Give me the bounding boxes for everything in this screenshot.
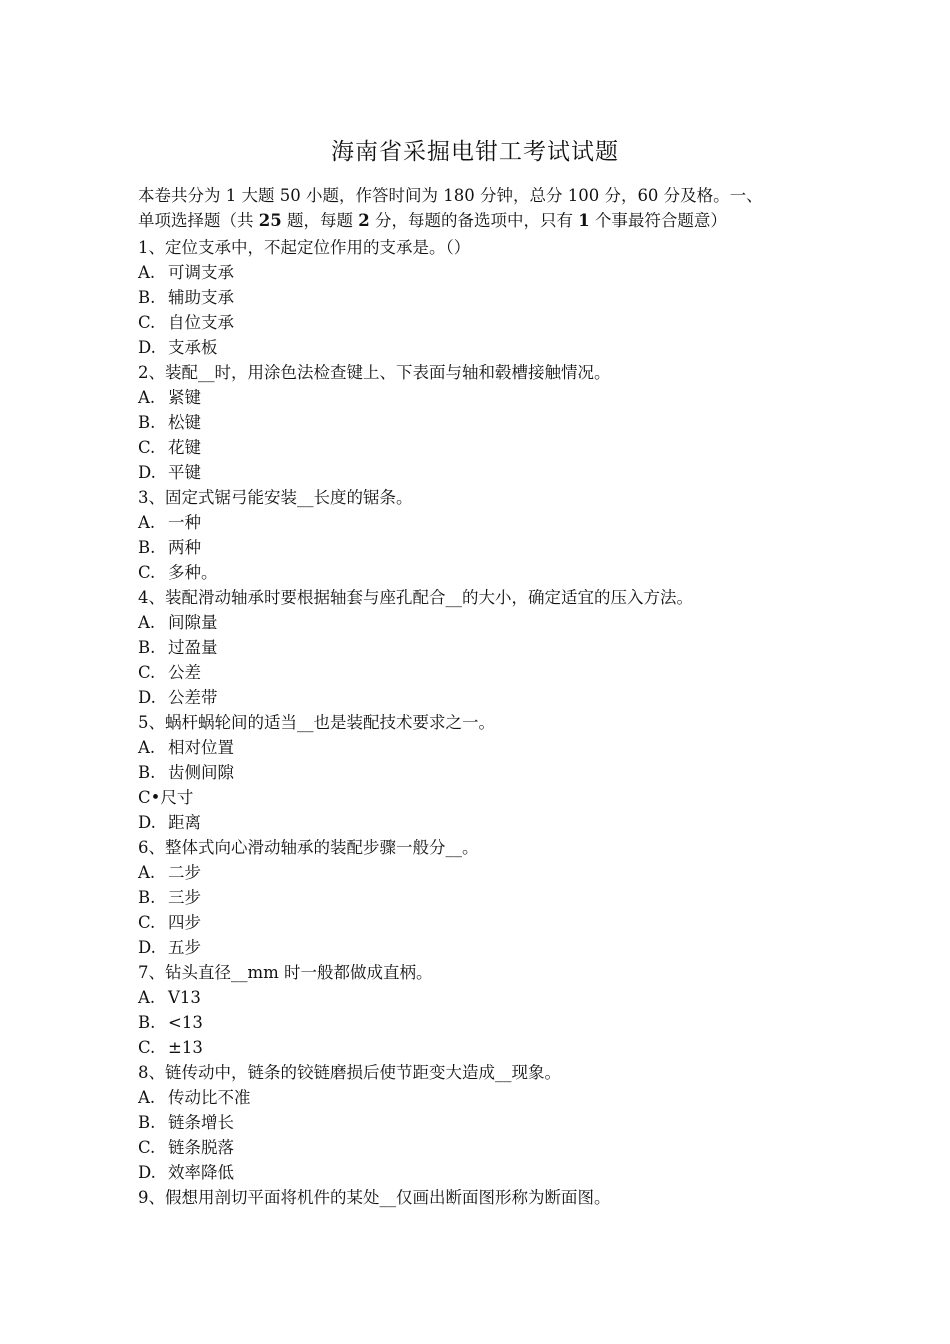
answer-option bbox=[138, 785, 838, 810]
answer-option bbox=[138, 335, 838, 360]
answer-option bbox=[138, 1035, 838, 1060]
option-letter: A. bbox=[138, 263, 156, 282]
question-list bbox=[138, 235, 838, 1210]
option-text: 间隙量 bbox=[168, 613, 218, 632]
answer-option bbox=[138, 560, 838, 585]
instructions-text: 个事最符合题意） bbox=[589, 211, 727, 230]
answer-option bbox=[138, 810, 838, 835]
option-letter: C. bbox=[138, 313, 156, 332]
option-text: 链条增长 bbox=[168, 1113, 234, 1132]
answer-option bbox=[138, 535, 838, 560]
question-stem: 9、假想用剖切平面将机件的某处__仅画出断面图形称为断面图。 bbox=[138, 1188, 611, 1207]
answer-option bbox=[138, 885, 838, 910]
answer-option bbox=[138, 635, 838, 660]
answer-option bbox=[138, 1110, 838, 1135]
instructions-line-1: 本卷共分为 1 大题 50 小题，作答时间为 180 分钟，总分 100 分，60 分及格。一、 bbox=[138, 186, 763, 205]
option-letter: A. bbox=[138, 388, 156, 407]
answer-option bbox=[138, 310, 838, 335]
answer-option bbox=[138, 735, 838, 760]
instructions-line-2 bbox=[138, 208, 838, 233]
option-letter: C. bbox=[138, 1038, 156, 1057]
answer-option bbox=[138, 660, 838, 685]
correct-option-count: 1 bbox=[578, 211, 590, 230]
option-text: 效率降低 bbox=[168, 1163, 234, 1182]
option-text: 四步 bbox=[168, 913, 201, 932]
option-text: V13 bbox=[168, 988, 201, 1007]
option-text: 花键 bbox=[168, 438, 201, 457]
question-stem: 5、蜗杆蜗轮间的适当__也是装配技术要求之一。 bbox=[138, 713, 495, 732]
option-letter: B. bbox=[138, 888, 156, 907]
answer-option bbox=[138, 260, 838, 285]
option-letter: D. bbox=[138, 338, 156, 357]
option-letter: B. bbox=[138, 538, 156, 557]
option-text: 二步 bbox=[168, 863, 201, 882]
option-letter: A. bbox=[138, 613, 156, 632]
question-stem: 3、固定式锯弓能安装__长度的锯条。 bbox=[138, 488, 413, 507]
option-text: ±13 bbox=[168, 1038, 203, 1057]
question-stem: 1、定位支承中，不起定位作用的支承是。（） bbox=[138, 238, 471, 257]
answer-option bbox=[138, 910, 838, 935]
option-letter: B. bbox=[138, 1013, 156, 1032]
answer-option bbox=[138, 760, 838, 785]
option-text: 过盈量 bbox=[168, 638, 218, 657]
option-letter: A. bbox=[138, 863, 156, 882]
option-letter: C. bbox=[138, 663, 156, 682]
question-stem: 6、整体式向心滑动轴承的装配步骤一般分__。 bbox=[138, 838, 479, 857]
answer-option bbox=[138, 410, 838, 435]
option-text: 可调支承 bbox=[168, 263, 234, 282]
option-text: 相对位置 bbox=[168, 738, 234, 757]
option-letter: D. bbox=[138, 463, 156, 482]
option-letter: C. bbox=[138, 913, 156, 932]
option-letter: A. bbox=[138, 513, 156, 532]
option-letter: A. bbox=[138, 738, 156, 757]
answer-option bbox=[138, 935, 838, 960]
option-text: 自位支承 bbox=[168, 313, 234, 332]
answer-option bbox=[138, 435, 838, 460]
answer-option bbox=[138, 1135, 838, 1160]
option-text: 一种 bbox=[168, 513, 201, 532]
option-text: 平键 bbox=[168, 463, 201, 482]
answer-option bbox=[138, 685, 838, 710]
points-per-question: 2 bbox=[358, 211, 370, 230]
option-text: 公差 bbox=[168, 663, 201, 682]
option-letter: D. bbox=[138, 688, 156, 707]
option-letter: B. bbox=[138, 763, 156, 782]
option-letter: D. bbox=[138, 1163, 156, 1182]
option-letter: C• bbox=[138, 788, 161, 807]
instructions-text: 题，每题 bbox=[281, 211, 359, 230]
option-letter: B. bbox=[138, 413, 156, 432]
instructions-text: 分，每题的备选项中，只有 bbox=[369, 211, 579, 230]
option-letter: D. bbox=[138, 938, 156, 957]
option-letter: B. bbox=[138, 288, 156, 307]
answer-option bbox=[138, 1085, 838, 1110]
question-stem: 7、钻头直径__mm 时一般都做成直柄。 bbox=[138, 963, 433, 982]
option-text: 紧键 bbox=[168, 388, 201, 407]
option-letter: A. bbox=[138, 1088, 156, 1107]
option-text: 公差带 bbox=[168, 688, 218, 707]
answer-option bbox=[138, 510, 838, 535]
answer-option bbox=[138, 985, 838, 1010]
answer-option bbox=[138, 460, 838, 485]
question-count: 25 bbox=[258, 211, 282, 230]
option-text: 链条脱落 bbox=[168, 1138, 234, 1157]
option-text: <13 bbox=[168, 1013, 203, 1032]
option-text: 齿侧间隙 bbox=[168, 763, 234, 782]
answer-option bbox=[138, 860, 838, 885]
option-letter: D. bbox=[138, 813, 156, 832]
option-text: 支承板 bbox=[168, 338, 218, 357]
question-stem: 8、链传动中，链条的铰链磨损后使节距变大造成__现象。 bbox=[138, 1063, 561, 1082]
option-text: 五步 bbox=[168, 938, 201, 957]
instructions-text: 单项选择题（共 bbox=[138, 211, 259, 230]
answer-option bbox=[138, 285, 838, 310]
option-letter: C. bbox=[138, 563, 156, 582]
answer-option bbox=[138, 385, 838, 410]
option-text: 三步 bbox=[168, 888, 201, 907]
exam-instructions bbox=[138, 183, 838, 233]
option-text: 辅助支承 bbox=[168, 288, 234, 307]
answer-option bbox=[138, 1160, 838, 1185]
option-text: 传动比不准 bbox=[168, 1088, 251, 1107]
option-letter: C. bbox=[138, 438, 156, 457]
option-text: 多种。 bbox=[168, 563, 218, 582]
option-text: 两种 bbox=[168, 538, 201, 557]
answer-option bbox=[138, 610, 838, 635]
option-letter: B. bbox=[138, 638, 156, 657]
option-text: 距离 bbox=[168, 813, 201, 832]
answer-option bbox=[138, 1010, 838, 1035]
option-letter: C. bbox=[138, 1138, 156, 1157]
option-text: 尺寸 bbox=[160, 788, 194, 807]
option-letter: B. bbox=[138, 1113, 156, 1132]
option-letter: A. bbox=[138, 988, 156, 1007]
question-stem: 4、装配滑动轴承时要根据轴套与座孔配合__的大小，确定适宜的压入方法。 bbox=[138, 588, 693, 607]
option-text: 松键 bbox=[168, 413, 201, 432]
document-title: 海南省采掘电钳工考试试题 bbox=[331, 139, 619, 165]
question-stem: 2、装配__时，用涂色法检查键上、下表面与轴和毂槽接触情况。 bbox=[138, 363, 611, 382]
